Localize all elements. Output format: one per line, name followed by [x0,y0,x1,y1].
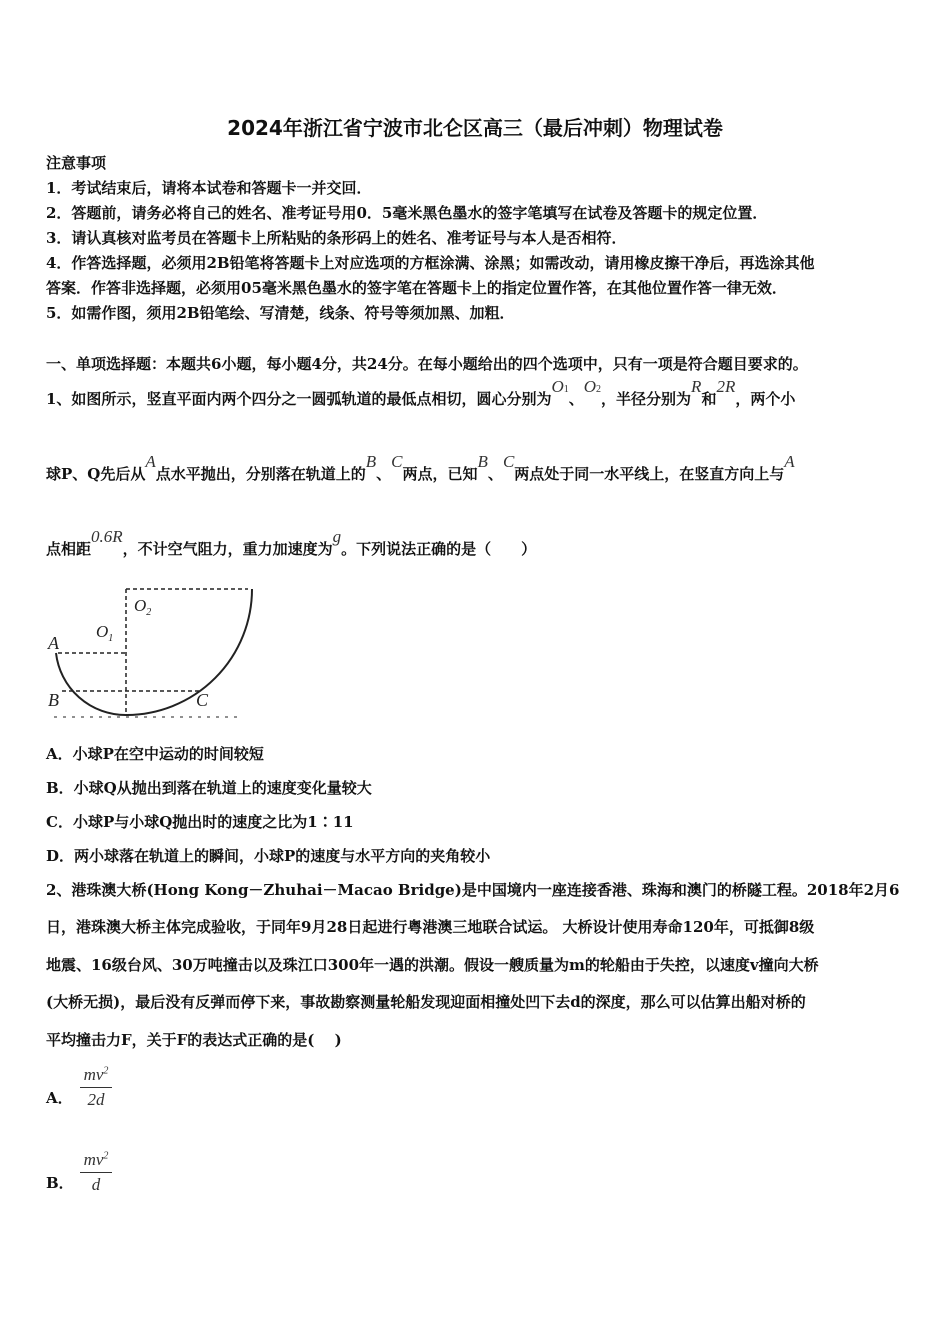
q1-r: R [691,377,702,396]
q1-figure [40,585,260,725]
label-o2: $O_2$ [134,596,152,618]
q1-option-b: B．小球Q从抛出到落在轨道上的速度变化量较大 [46,779,372,797]
notice-item-1: 1．考试结束后，请将本试卷和答题卡一并交回． [46,179,372,197]
label-a: A [48,633,59,653]
q2-option-a-fraction: $\frac{mv^2}{2d}$ [80,1065,112,1110]
notice-item-2: 2．答题前，请务必将自己的姓名、准考证号用0．5毫米黑色墨水的签字笔填写在试卷及答题卡的规定位置． [46,204,768,222]
q2-line-4: (大桥无损)，最后没有反弹而停下来，事故勘察测量轮船发现迎面相撞处凹下去d的深度，那么可以估算出船对桥的 [46,993,806,1011]
q1-b: B [365,452,377,471]
notice-item-3: 3．请认真核对监考员在答题卡上所粘贴的条形码上的姓名、准考证号与本人是否相符． [46,229,627,247]
q1-b2: B [477,452,488,471]
label-b: B [48,690,59,710]
notice-item-4: 4．作答选择题，必须用2B铅笔将答题卡上对应选项的方框涂满、涂黑；如需改动，请用橡皮擦干净后，再选涂其他 [46,254,815,272]
q2-option-b-fraction: $\frac{mv^2}{d}$ [80,1150,112,1195]
q1-line-3: 点相距0.6R，不计空气阻力，重力加速度为g。下列说法正确的是（ ） [46,527,537,558]
q1-o1: O1 [551,377,569,396]
label-o1: $O_1$ [96,622,114,644]
q1-c2: C [502,452,515,471]
q1-option-a: A．小球P在空中运动的时间较短 [46,745,264,763]
section-heading: 一、单项选择题：本题共6小题，每小题4分，共24分。在每小题给出的四个选项中，只有一项是符合题目要求的。 [46,355,808,373]
q2-line-2: 日，港珠澳大桥主体完成验收，于同年9月28日起进行粤港澳三地联合试运。 大桥设计使用寿命120年，可抵御8级 [46,918,815,936]
notice-heading: 注意事项 [46,154,107,172]
q1-a2: A [784,452,795,471]
q1-option-d: D．两小球落在轨道上的瞬间，小球P的速度与水平方向的夹角较小 [46,847,491,865]
label-c: C [196,690,209,710]
q2-line-1: 2、港珠澳大桥(Hong Kong－Zhuhai－Macao Bridge)是中国境内一座连接香港、珠海和澳门的桥隧工程。2018年2月6 [46,881,900,899]
q1-line-1: 1、如图所示，竖直平面内两个四分之一圆弧轨道的最低点相切，圆心分别为O1、O2，半径分别为R和2R，两个小 [46,377,796,408]
page-title: 2024年浙江省宁波市北仑区高三（最后冲刺）物理试卷 [227,116,723,140]
q1-height: 0.6R [91,527,123,546]
small-arc [56,653,126,715]
q2-option-b-label: B． [46,1174,74,1192]
q1-option-c: C．小球P与小球Q抛出时的速度之比为1∶11 [46,813,354,831]
q1-c: C [391,452,403,471]
q1-line-2: 球P、Q先后从A点水平抛出，分别落在轨道上的B、C两点，已知B、C两点处于同一水平线上，在竖直方向上与A [46,452,795,483]
q1-a: A [145,452,156,471]
q2-option-a-label: A． [46,1089,73,1107]
q1-o2: O2 [583,377,602,396]
notice-item-5: 5．如需作图，须用2B铅笔绘、写清楚，线条、符号等须加黑、加粗． [46,304,515,322]
q2-line-5: 平均撞击力F，关于F的表达式正确的是( ) [46,1031,342,1049]
q2-line-3: 地震、16级台风、30万吨撞击以及珠江口300年一遇的洪潮。假设一艘质量为m的轮船由于失控，以速度v撞向大桥 [46,956,819,974]
q1-text: 1、如图所示，竖直平面内两个四分之一圆弧轨道的最低点相切，圆心分别为 [46,390,552,408]
notice-item-4-cont: 答案．作答非选择题，必须用05毫米黑色墨水的签字笔在答题卡上的指定位置作答，在其他位置作答一律无效． [46,279,787,297]
q1-2r: 2R [716,377,736,396]
q1-g: g [332,527,342,546]
